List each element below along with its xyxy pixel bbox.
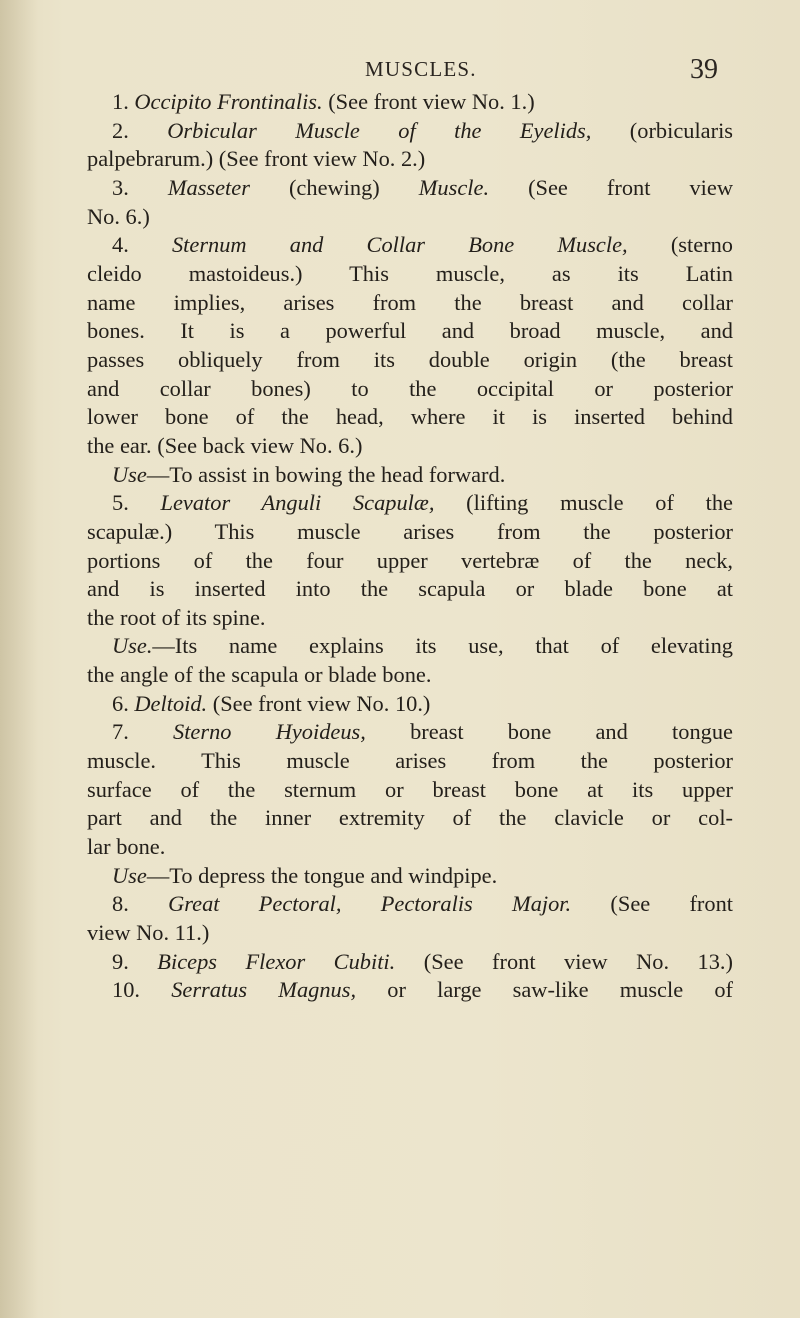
text-line <box>87 948 733 977</box>
text-line <box>87 117 733 146</box>
text-run: bones. It is a powerful and broad muscle, and <box>87 318 733 344</box>
text-run: lower bone of the head, where it is inserted behind <box>87 404 733 430</box>
text-run: (sterno <box>627 232 733 258</box>
italic-text: Use <box>112 862 147 888</box>
italic-text: Levator Anguli Scapulæ, <box>160 490 435 516</box>
italic-text: Muscle. <box>418 174 490 200</box>
body-text <box>87 88 733 1005</box>
text-run: No. 6.) <box>87 203 150 229</box>
text-line <box>87 203 733 232</box>
text-run: —To depress the tongue and windpipe. <box>146 862 498 888</box>
text-run: scapulæ.) This muscle arises from the posterior <box>87 518 733 544</box>
text-run: view No. 11.) <box>87 920 210 946</box>
text-run: (See front view No. 10.) <box>207 690 431 716</box>
italic-text: Biceps Flexor Cubiti. <box>157 948 396 974</box>
text-run: cleido mastoideus.) This muscle, as its Latin <box>87 260 733 286</box>
gutter-shadow <box>0 0 38 1318</box>
italic-text: Occipito Frontinalis. <box>134 89 323 114</box>
text-line <box>87 375 733 404</box>
text-run: 8. <box>112 891 169 917</box>
text-run: and is inserted into the scapula or blade bone at <box>87 576 733 602</box>
text-line <box>87 317 733 346</box>
text-run: passes obliquely from its double origin (the breast <box>87 346 733 372</box>
italic-text: Use <box>112 461 147 487</box>
text-line <box>87 231 733 260</box>
text-run: (See front view <box>489 174 733 200</box>
text-run: the root of its spine. <box>87 604 266 630</box>
text-run: palpebrarum.) (See front view No. 2.) <box>87 146 426 172</box>
page-number: 39 <box>690 54 718 85</box>
text-run: or large saw-like muscle of <box>356 977 733 1003</box>
italic-text: Use. <box>112 633 153 659</box>
text-run: (lifting muscle of the <box>434 490 733 516</box>
text-line <box>87 260 733 289</box>
italic-text: Great Pectoral, Pectoralis Major. <box>168 891 572 917</box>
text-run: 4. <box>112 232 172 258</box>
text-line <box>87 575 733 604</box>
text-run: the ear. (See back view No. 6.) <box>87 432 363 458</box>
text-line <box>87 88 733 117</box>
text-line <box>87 690 733 719</box>
text-run: portions of the four upper vertebræ of the neck, <box>87 547 733 573</box>
text-run: 2. <box>112 117 168 143</box>
text-run: (orbicularis <box>591 117 733 143</box>
text-line <box>87 919 733 948</box>
text-run: (See front view No. 1.) <box>322 89 535 114</box>
italic-text: Deltoid. <box>134 690 208 716</box>
italic-text: Serratus Magnus, <box>171 977 357 1003</box>
italic-text: Sterno Hyoideus, <box>173 719 366 745</box>
text-run: (See front <box>571 891 733 917</box>
text-line <box>87 432 733 461</box>
text-line <box>87 747 733 776</box>
running-head: MUSCLES. <box>365 57 477 81</box>
text-run: (See front view No. 13.) <box>395 948 733 974</box>
italic-text: Orbicular Muscle of the Eyelids, <box>167 117 592 143</box>
text-line <box>87 632 733 661</box>
text-run: 6. <box>112 690 135 716</box>
text-line <box>87 518 733 547</box>
page-header <box>0 54 800 87</box>
text-run: 9. <box>112 948 158 974</box>
text-line <box>87 833 733 862</box>
italic-text: Masseter <box>167 174 250 200</box>
text-line <box>87 604 733 633</box>
text-run: part and the inner extremity of the clavicle or col- <box>87 805 733 831</box>
text-line <box>87 174 733 203</box>
text-run: —To assist in bowing the head forward. <box>146 461 506 487</box>
text-run: 10. <box>112 977 172 1003</box>
text-run: the angle of the scapula or blade bone. <box>87 662 432 688</box>
text-line <box>87 804 733 833</box>
text-run: name implies, arises from the breast and collar <box>87 289 733 315</box>
italic-text: Sternum and Collar Bone Muscle, <box>171 232 628 258</box>
text-line <box>87 661 733 690</box>
text-line <box>87 289 733 318</box>
text-line <box>87 890 733 919</box>
text-run: —Its name explains its use, that of elevating <box>152 633 733 659</box>
text-line <box>87 489 733 518</box>
text-run: 7. <box>112 719 174 745</box>
text-line <box>87 718 733 747</box>
text-line <box>87 976 733 1005</box>
text-run: muscle. This muscle arises from the posterior <box>87 748 733 774</box>
text-run: 3. <box>112 174 168 200</box>
text-run: lar bone. <box>87 834 166 860</box>
text-line <box>87 461 733 490</box>
text-run: 1. <box>112 89 135 114</box>
text-line <box>87 862 733 891</box>
text-run: breast bone and tongue <box>365 719 733 745</box>
text-run: and collar bones) to the occipital or posterior <box>87 375 733 401</box>
text-line <box>87 547 733 576</box>
text-run: 5. <box>112 490 161 516</box>
text-run: (chewing) <box>249 174 419 200</box>
text-line <box>87 776 733 805</box>
text-run: surface of the sternum or breast bone at its upper <box>87 776 733 802</box>
text-line <box>87 403 733 432</box>
text-line <box>87 346 733 375</box>
text-line <box>87 145 733 174</box>
